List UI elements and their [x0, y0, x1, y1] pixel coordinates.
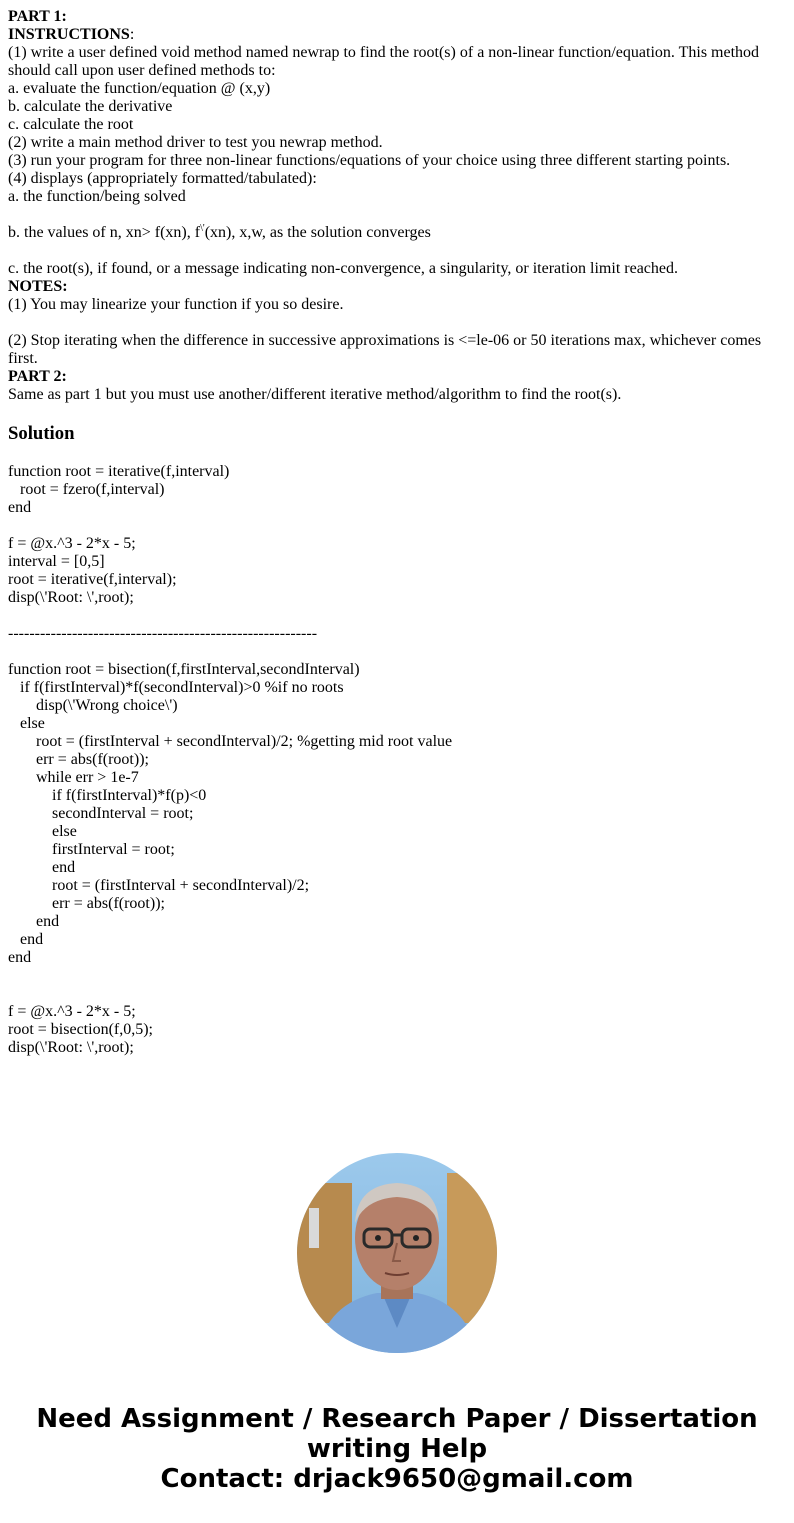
code-line	[8, 643, 778, 661]
footer-line-2: writing Help	[306, 1434, 488, 1464]
instruction-item-4b: b. the values of n, xn> f(xn), f\'(xn), x,w, as the solution converges	[8, 223, 431, 241]
part1-heading: PART 1:	[8, 8, 67, 25]
code-line: while err > 1e-7	[8, 769, 139, 786]
code-line: end	[8, 931, 44, 948]
code-line	[8, 985, 778, 1003]
instructions-line	[8, 26, 778, 44]
instruction-item-1a: a. evaluate the function/equation @ (x,y)	[8, 80, 271, 97]
instruction-item-3: (3) run your program for three non-linear functions/equations of your choice using three different starting points.	[8, 152, 731, 169]
instructions-colon: :	[129, 26, 135, 43]
code-line: else	[8, 715, 45, 732]
code-line: end	[8, 913, 60, 930]
code-line: function root = bisection(f,firstInterval,secondInterval)	[8, 661, 360, 678]
code-line: root = (firstInterval + secondInterval)/2; %getting mid root value	[8, 733, 453, 750]
code-line: interval = [0,5]	[8, 553, 105, 570]
code-line: if f(firstInterval)*f(p)<0	[8, 787, 207, 804]
instruction-item-1c: c. calculate the root	[8, 116, 134, 133]
code-line: function root = iterative(f,interval)	[8, 463, 230, 480]
note-2: (2) Stop iterating when the difference in successive approximations is <=le-06 or 50 iterations max, whichever comes first.	[8, 332, 766, 367]
instruction-item-4a: a. the function/being solved	[8, 188, 186, 205]
code-line: f = @x.^3 - 2*x - 5;	[8, 1003, 136, 1020]
instruction-item-1b: b. calculate the derivative	[8, 98, 173, 115]
code-line: end	[8, 949, 32, 966]
instruction-item-4: (4) displays (appropriately formatted/tabulated):	[8, 170, 317, 187]
code-line: disp(\'Root: \',root);	[8, 1039, 134, 1056]
code-line: root = iterative(f,interval);	[8, 571, 177, 588]
code-line: if f(firstInterval)*f(secondInterval)>0 %if no roots	[8, 679, 344, 696]
code-line: root = (firstInterval + secondInterval)/2;	[8, 877, 310, 894]
code-line: firstInterval = root;	[8, 841, 175, 858]
footer-contact: Contact: drjack9650@gmail.com	[160, 1464, 634, 1494]
code-line	[8, 967, 778, 985]
notes-heading: NOTES:	[8, 278, 68, 295]
code-line: f = @x.^3 - 2*x - 5;	[8, 535, 136, 552]
solution-code	[8, 463, 778, 1057]
footer-line-1: Need Assignment / Research Paper / Dissertation	[36, 1404, 758, 1434]
code-line: root = bisection(f,0,5);	[8, 1021, 153, 1038]
code-line: err = abs(f(root));	[8, 895, 165, 912]
prime-superscript: \'	[200, 223, 205, 234]
code-line: err = abs(f(root));	[8, 751, 149, 768]
code-line: secondInterval = root;	[8, 805, 194, 822]
footer-banner	[0, 1404, 794, 1494]
solution-heading: Solution	[8, 423, 75, 444]
code-line: disp(\'Root: \',root);	[8, 589, 134, 606]
author-portrait-image	[297, 1153, 497, 1353]
document-body	[8, 8, 778, 1057]
code-line	[8, 607, 778, 625]
instruction-item-1: (1) write a user defined void method named newrap to find the root(s) of a non-linear function/equation. This method should call upon user defined methods to:	[8, 44, 764, 79]
instruction-item-4c: c. the root(s), if found, or a message indicating non-convergence, a singularity, or iteration limit reached.	[8, 260, 678, 277]
author-photo	[297, 1153, 497, 1353]
code-line: else	[8, 823, 77, 840]
code-line: disp(\'Wrong choice\')	[8, 697, 178, 714]
code-line: end	[8, 499, 32, 516]
instruction-item-2: (2) write a main method driver to test you newrap method.	[8, 134, 383, 151]
code-line	[8, 517, 778, 535]
part2-heading: PART 2:	[8, 368, 67, 385]
note-1: (1) You may linearize your function if you so desire.	[8, 296, 344, 313]
instructions-label: INSTRUCTIONS	[8, 26, 130, 43]
code-line: end	[8, 859, 76, 876]
code-line: ----------------------------------------------------------	[8, 625, 318, 642]
code-line: root = fzero(f,interval)	[8, 481, 165, 498]
part2-text: Same as part 1 but you must use another/different iterative method/algorithm to find the root(s).	[8, 386, 622, 403]
